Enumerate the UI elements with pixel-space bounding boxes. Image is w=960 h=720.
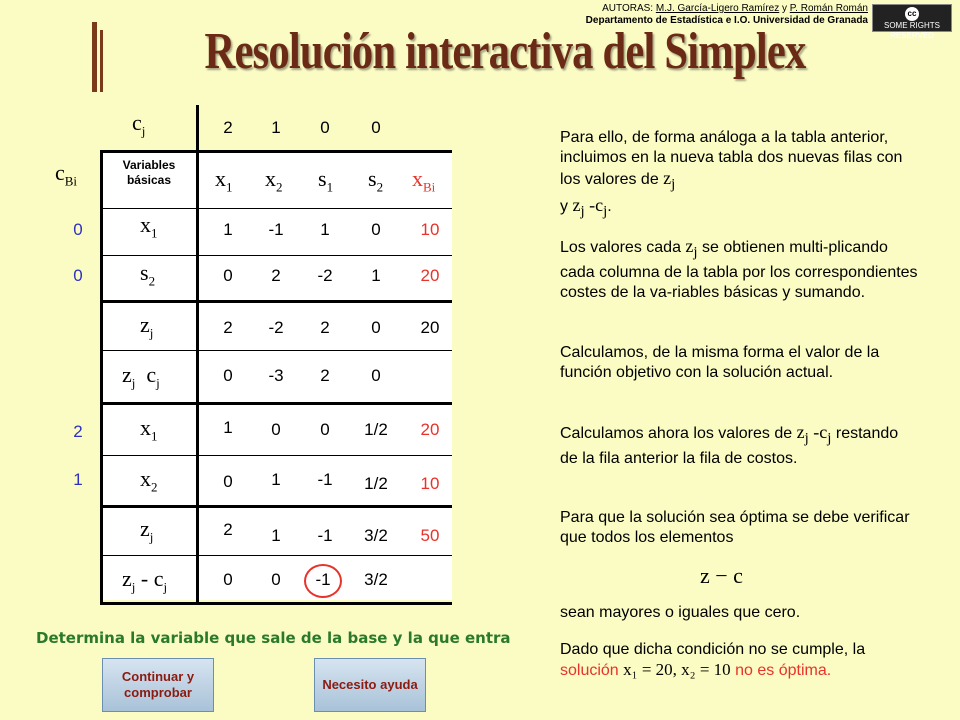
license-text: SOME RIGHTS RESERVED xyxy=(883,21,940,40)
cell: -1 xyxy=(317,470,333,489)
help-button[interactable]: Necesito ayuda xyxy=(314,658,426,712)
tableau-top-border xyxy=(100,150,452,153)
xb-cell: 10 xyxy=(420,474,440,493)
col-header-x2: $x_2$ xyxy=(265,166,283,195)
tableau-col-divider xyxy=(196,105,199,605)
zj-cj-label: $z_j$ $c_j$ xyxy=(122,362,160,391)
zj-cell: 1 xyxy=(271,526,281,545)
cj-value: 2 xyxy=(223,118,233,137)
cj-label: $c_j$ xyxy=(132,110,146,139)
objective-value: 20 xyxy=(420,318,440,337)
zj-cell: 2 xyxy=(223,520,233,539)
zj-cj-cell: 0 xyxy=(271,570,281,589)
zj-cj-cell: 0 xyxy=(223,366,233,385)
zj-cj-cell: 3/2 xyxy=(364,570,388,589)
cell: 1 xyxy=(371,266,381,285)
row-line xyxy=(100,505,452,508)
cell: -1 xyxy=(268,220,284,239)
cj-value: 1 xyxy=(271,118,281,137)
solution-formula: x₁ = 20, x₂ = 10 xyxy=(623,660,731,679)
cell: 0 xyxy=(223,266,233,285)
col-header-s1: $s_1$ xyxy=(318,166,334,195)
author-link-2[interactable]: P. Román Román xyxy=(789,3,868,14)
row-line xyxy=(100,555,452,556)
row-line xyxy=(100,455,452,456)
author-link-1[interactable]: M.J. García-Ligero Ramírez xyxy=(655,3,780,14)
zj-cj-cell: 2 xyxy=(320,366,330,385)
continue-button[interactable]: Continuar y comprobar xyxy=(102,658,214,712)
cell: 1 xyxy=(223,220,233,239)
zj-cell: -1 xyxy=(317,526,333,545)
cb-value: 0 xyxy=(73,266,83,285)
zj-cell: 2 xyxy=(320,318,330,337)
row-line xyxy=(100,300,452,303)
zj-cj-cell: -3 xyxy=(268,366,284,385)
explanation-p3: Calculamos, de la misma forma el valor de la función objetivo con la solución actual. xyxy=(560,344,880,381)
basic-var: $s_2$ xyxy=(140,260,156,289)
zj-label: $z_j$ xyxy=(140,312,154,341)
explanation-p1: Para ello, de forma análoga a la tabla anterior, incluimos en la nueva tabla dos nuevas filas con los valores de $z_j$ y $z_j$ $-c_j$. xyxy=(560,129,903,220)
cell: 0 xyxy=(271,420,281,439)
objective-value: 50 xyxy=(420,526,440,545)
zj-cj-cell: -1 xyxy=(315,570,331,589)
col-header-s2: $s_2$ xyxy=(368,166,384,195)
cb-value: 2 xyxy=(73,422,83,441)
zj-label: $z_j$ xyxy=(140,516,154,545)
formula-zj-minus-cj: z − c xyxy=(700,563,743,588)
cell: 1 xyxy=(320,220,330,239)
row-line xyxy=(100,402,452,405)
xb-cell: 20 xyxy=(420,420,440,439)
department-text: Departamento de Estadística e I.O. Universidad de Granada xyxy=(585,15,868,26)
cell: -2 xyxy=(317,266,333,285)
zj-cj-cell: 0 xyxy=(371,366,381,385)
variables-basicas-label: Variables básicas xyxy=(122,158,176,187)
tableau-left-border xyxy=(100,150,103,605)
cell: 2 xyxy=(271,266,281,285)
explanation-p2: Los valores cada $z_j$ se obtienen multi-plicando cada columna de la tabla por los correspondientes costes de la va-riables básicas y sumando. xyxy=(560,236,918,301)
zj-cell: -2 xyxy=(268,318,284,337)
page-title: Resolución interactiva del Simplex xyxy=(204,23,806,80)
basic-var: $x_2$ xyxy=(140,466,158,495)
col-header-x1: $x_1$ xyxy=(215,166,233,195)
row-line xyxy=(100,208,452,209)
zj-cj-label: $z_j - c_j$ xyxy=(122,566,168,595)
cell: 1/2 xyxy=(364,474,388,493)
xb-cell: 10 xyxy=(420,220,440,239)
row-line xyxy=(100,255,452,256)
cell: 0 xyxy=(371,220,381,239)
explanation-p6: sean mayores o iguales que cero. xyxy=(560,604,801,621)
zj-cell: 2 xyxy=(223,318,233,337)
explanation-p4: Calculamos ahora los valores de $z_j$ $-c_j$ restando de la fila anterior la fila de costos. xyxy=(560,422,899,467)
cc-logo-icon: cc xyxy=(905,7,919,21)
cb-value: 0 xyxy=(73,220,83,239)
cell: 1 xyxy=(271,470,281,489)
zj-cell: 0 xyxy=(371,318,381,337)
cb-label: $c_{Bi}$ xyxy=(55,160,78,189)
row-line xyxy=(100,350,452,351)
cj-value: 0 xyxy=(371,118,381,137)
cell: 0 xyxy=(320,420,330,439)
zj-cell: 3/2 xyxy=(364,526,388,545)
cj-value: 0 xyxy=(320,118,330,137)
basic-var: $x_1$ xyxy=(140,415,158,444)
tableau-bottom-border xyxy=(100,602,452,605)
explanation-p7: Dado que dicha condición no se cumple, la solución x₁ = 20, x₂ = 10 no es óptima. xyxy=(560,641,866,679)
cb-value: 1 xyxy=(73,470,83,489)
zj-cj-cell: 0 xyxy=(223,570,233,589)
authors-line: AUTORAS: M.J. García-Ligero Ramírez y P. Román Román xyxy=(602,3,868,14)
explanation-p5: Para que la solución sea óptima se debe verificar que todos los elementos xyxy=(560,509,910,546)
basic-var: $x_1$ xyxy=(140,212,158,241)
cell: 1 xyxy=(223,418,233,437)
col-header-xb: $x_{Bi}$ xyxy=(412,166,436,195)
task-prompt: Determina la variable que sale de la base y la que entra xyxy=(36,629,511,647)
xb-cell: 20 xyxy=(420,266,440,285)
cell: 1/2 xyxy=(364,420,388,439)
cell: 0 xyxy=(223,472,233,491)
